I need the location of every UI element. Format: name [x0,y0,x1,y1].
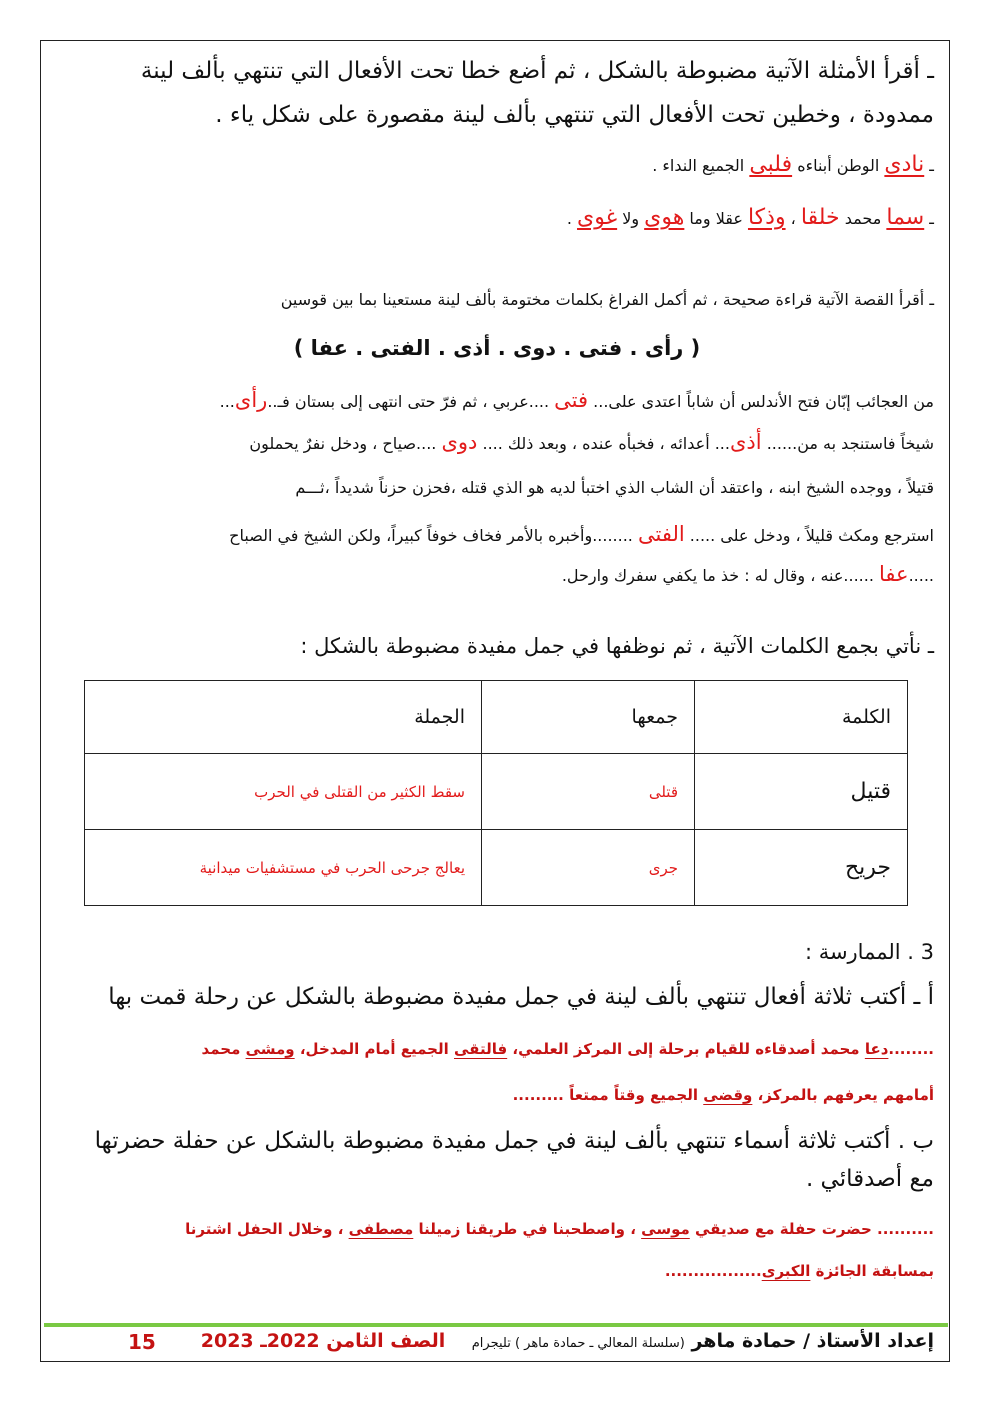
cell-word: جريح [695,830,908,906]
word-khulqa: خلقا [800,205,840,230]
story-line-4 [60,522,934,546]
header-word: الكلمة [695,681,908,754]
verb-ghawa: غوى [577,205,618,230]
text: ... [219,392,235,411]
text: حضرت حفلة مع صديقي [689,1220,872,1238]
word-bank: ( رأى . فتى . دوى . أذى . الفتى . عفا ) [293,336,701,360]
verb-waqada: وقضى [703,1086,753,1104]
text: بمسابقة الجائزة [810,1262,934,1280]
ex1-instruction-line1: ـ أقرأ الأمثلة الآتية مضبوطة بالشكل ، ثم أضع خطا تحت الأفعال التي تنتهي بألف لينة [140,58,934,84]
practice-title: 3 . الممارسة : [804,940,934,964]
cell-plural: جرى [482,830,695,906]
text: ، [785,209,801,228]
text: عقلا وما [684,209,748,228]
story-line-2 [60,430,934,454]
practice-a-instruction: أ ـ أكتب ثلاثة أفعال تنتهي بألف لينة في جمل مفيدة مضبوطة بالشكل عن رحلة قمت بها [108,984,934,1010]
story-line-5 [60,562,934,586]
noun-musa: موسى [641,1220,690,1238]
text: استرجع ومكث قليلاً ، ودخل على ..... [684,526,934,545]
cell-word: قتيل [695,754,908,830]
verb-nada: نادى [884,152,925,177]
text: ، واصطحبنا في طريقنا زميلنا [413,1220,642,1238]
noun-mustafa: مصطفى [348,1220,414,1238]
text: ..... [908,566,934,585]
fill-afa: عفا [879,562,909,586]
verb-wadhaka: وذكا [747,205,786,230]
fill-fata: فتى [554,388,589,412]
table-header-row [85,681,908,754]
footer-grade: الصف الثامن 2022ـ 2023 [200,1330,446,1352]
text: ........ [888,1040,934,1058]
cell-sentence: سقط الكثير من القتلى في الحرب [85,754,482,830]
practice-a-answer-line2 [60,1086,934,1104]
header-plural: جمعها [482,681,695,754]
text: محمد [839,209,887,228]
text: ....صياح ، ودخل نفرٌ يحملون [249,434,442,453]
footer-divider [44,1323,948,1327]
text: محمد [201,1040,246,1058]
plural-table [84,680,908,906]
table-row [85,754,908,830]
practice-b-answer-line1 [60,1220,934,1238]
ex2-instruction: ـ أقرأ القصة الآتية قراءة صحيحة ، ثم أكمل الفراغ بكلمات مختومة بألف لينة مستعينا بما بين قوسين [280,290,934,309]
story-line-1 [60,388,934,412]
dash: ـ [924,209,934,228]
text: من العجائب إبّان فتح الأندلس أن شاباً اعتدى على... [588,392,934,411]
fill-dawa: دوى [441,430,478,454]
verb-daa: دعا [864,1040,889,1058]
page-number: 15 [128,1330,156,1354]
text: ....عربي ، ثم فرّ حتى انتهى إلى بستان فـ.. [267,392,555,411]
footer-author: إعداد الأستاذ / حمادة ماهر [691,1330,934,1352]
ex1-example-1 [60,152,934,177]
table-row [85,830,908,906]
story-line-3 [60,478,934,497]
text: شيخاً فاستنجد به من...... [761,434,934,453]
text: أمامهم يعرفهم بالمركز، [752,1086,934,1104]
verb-falabba: فلبى [749,152,793,177]
practice-b-instruction-line2: مع أصدقائي . [805,1166,934,1192]
text: ........وأخبره بالأمر فخاف خوفاً كبيراً، ولكن الشيخ في الصباح [229,526,638,545]
footer-note: (سلسلة المعالي ـ حمادة ماهر ) تليجرام [471,1336,685,1351]
text: ، وخلال الحفل اشترنا [185,1220,349,1238]
text: .......... [871,1220,934,1238]
text: الوطن أبناءه [792,156,885,175]
text: الجميع أمام المدخل، [294,1040,454,1058]
footer [110,1330,934,1352]
text: الجميع وقتاً ممتعاً ......... [512,1086,704,1104]
text: قتيلاً ، ووجده الشيخ ابنه ، واعتقد أن الشاب الذي اختبأ لديه هو الذي قتله ،فحزن حزناً شديداً ،ثـــم [295,478,934,497]
fill-alfata: الفتى [637,522,685,546]
ex1-instruction-line2: ممدودة ، وخطين تحت الأفعال التي تنتهي بألف لينة مقصورة على شكل ياء . [215,102,934,128]
cell-sentence: يعالج جرحى الحرب في مستشفيات ميدانية [85,830,482,906]
verb-faltaqa: فالتقى [454,1040,508,1058]
verb-hawa: هوى [644,205,685,230]
fill-raa: رأى [234,388,268,412]
text: محمد أصدقاءه للقيام برحلة إلى المركز العلمي، [507,1040,865,1058]
cell-plural: قتلى [482,754,695,830]
practice-a-answer-line1 [60,1040,934,1058]
dash: ـ [924,156,934,175]
noun-alkubra: الكبرى [761,1262,811,1280]
text: ................. [664,1262,762,1280]
text: الجميع النداء . [652,156,750,175]
text: ......عنه ، وقال له : خذ ما يكفي سفرك وارحل. [561,566,879,585]
practice-b-answer-line2 [60,1262,934,1280]
text: ... أعدائه ، فخبأه عنده ، وبعد ذلك .... [477,434,730,453]
practice-b-instruction-line1: ب . أكتب ثلاثة أسماء تنتهي بألف لينة في جمل مفيدة مضبوطة بالشكل عن حفلة حضرتها [94,1128,934,1154]
text: ولا [617,209,645,228]
text: . [566,209,578,228]
ex3-instruction: ـ نأتي بجمع الكلمات الآتية ، ثم نوظفها في جمل مفيدة مضبوطة بالشكل : [300,634,934,658]
ex1-example-2 [60,205,934,230]
header-sentence: الجملة [85,681,482,754]
verb-sama: سما [886,205,925,230]
verb-wamasha: ومشى [245,1040,295,1058]
fill-adha: أذى [729,430,762,454]
